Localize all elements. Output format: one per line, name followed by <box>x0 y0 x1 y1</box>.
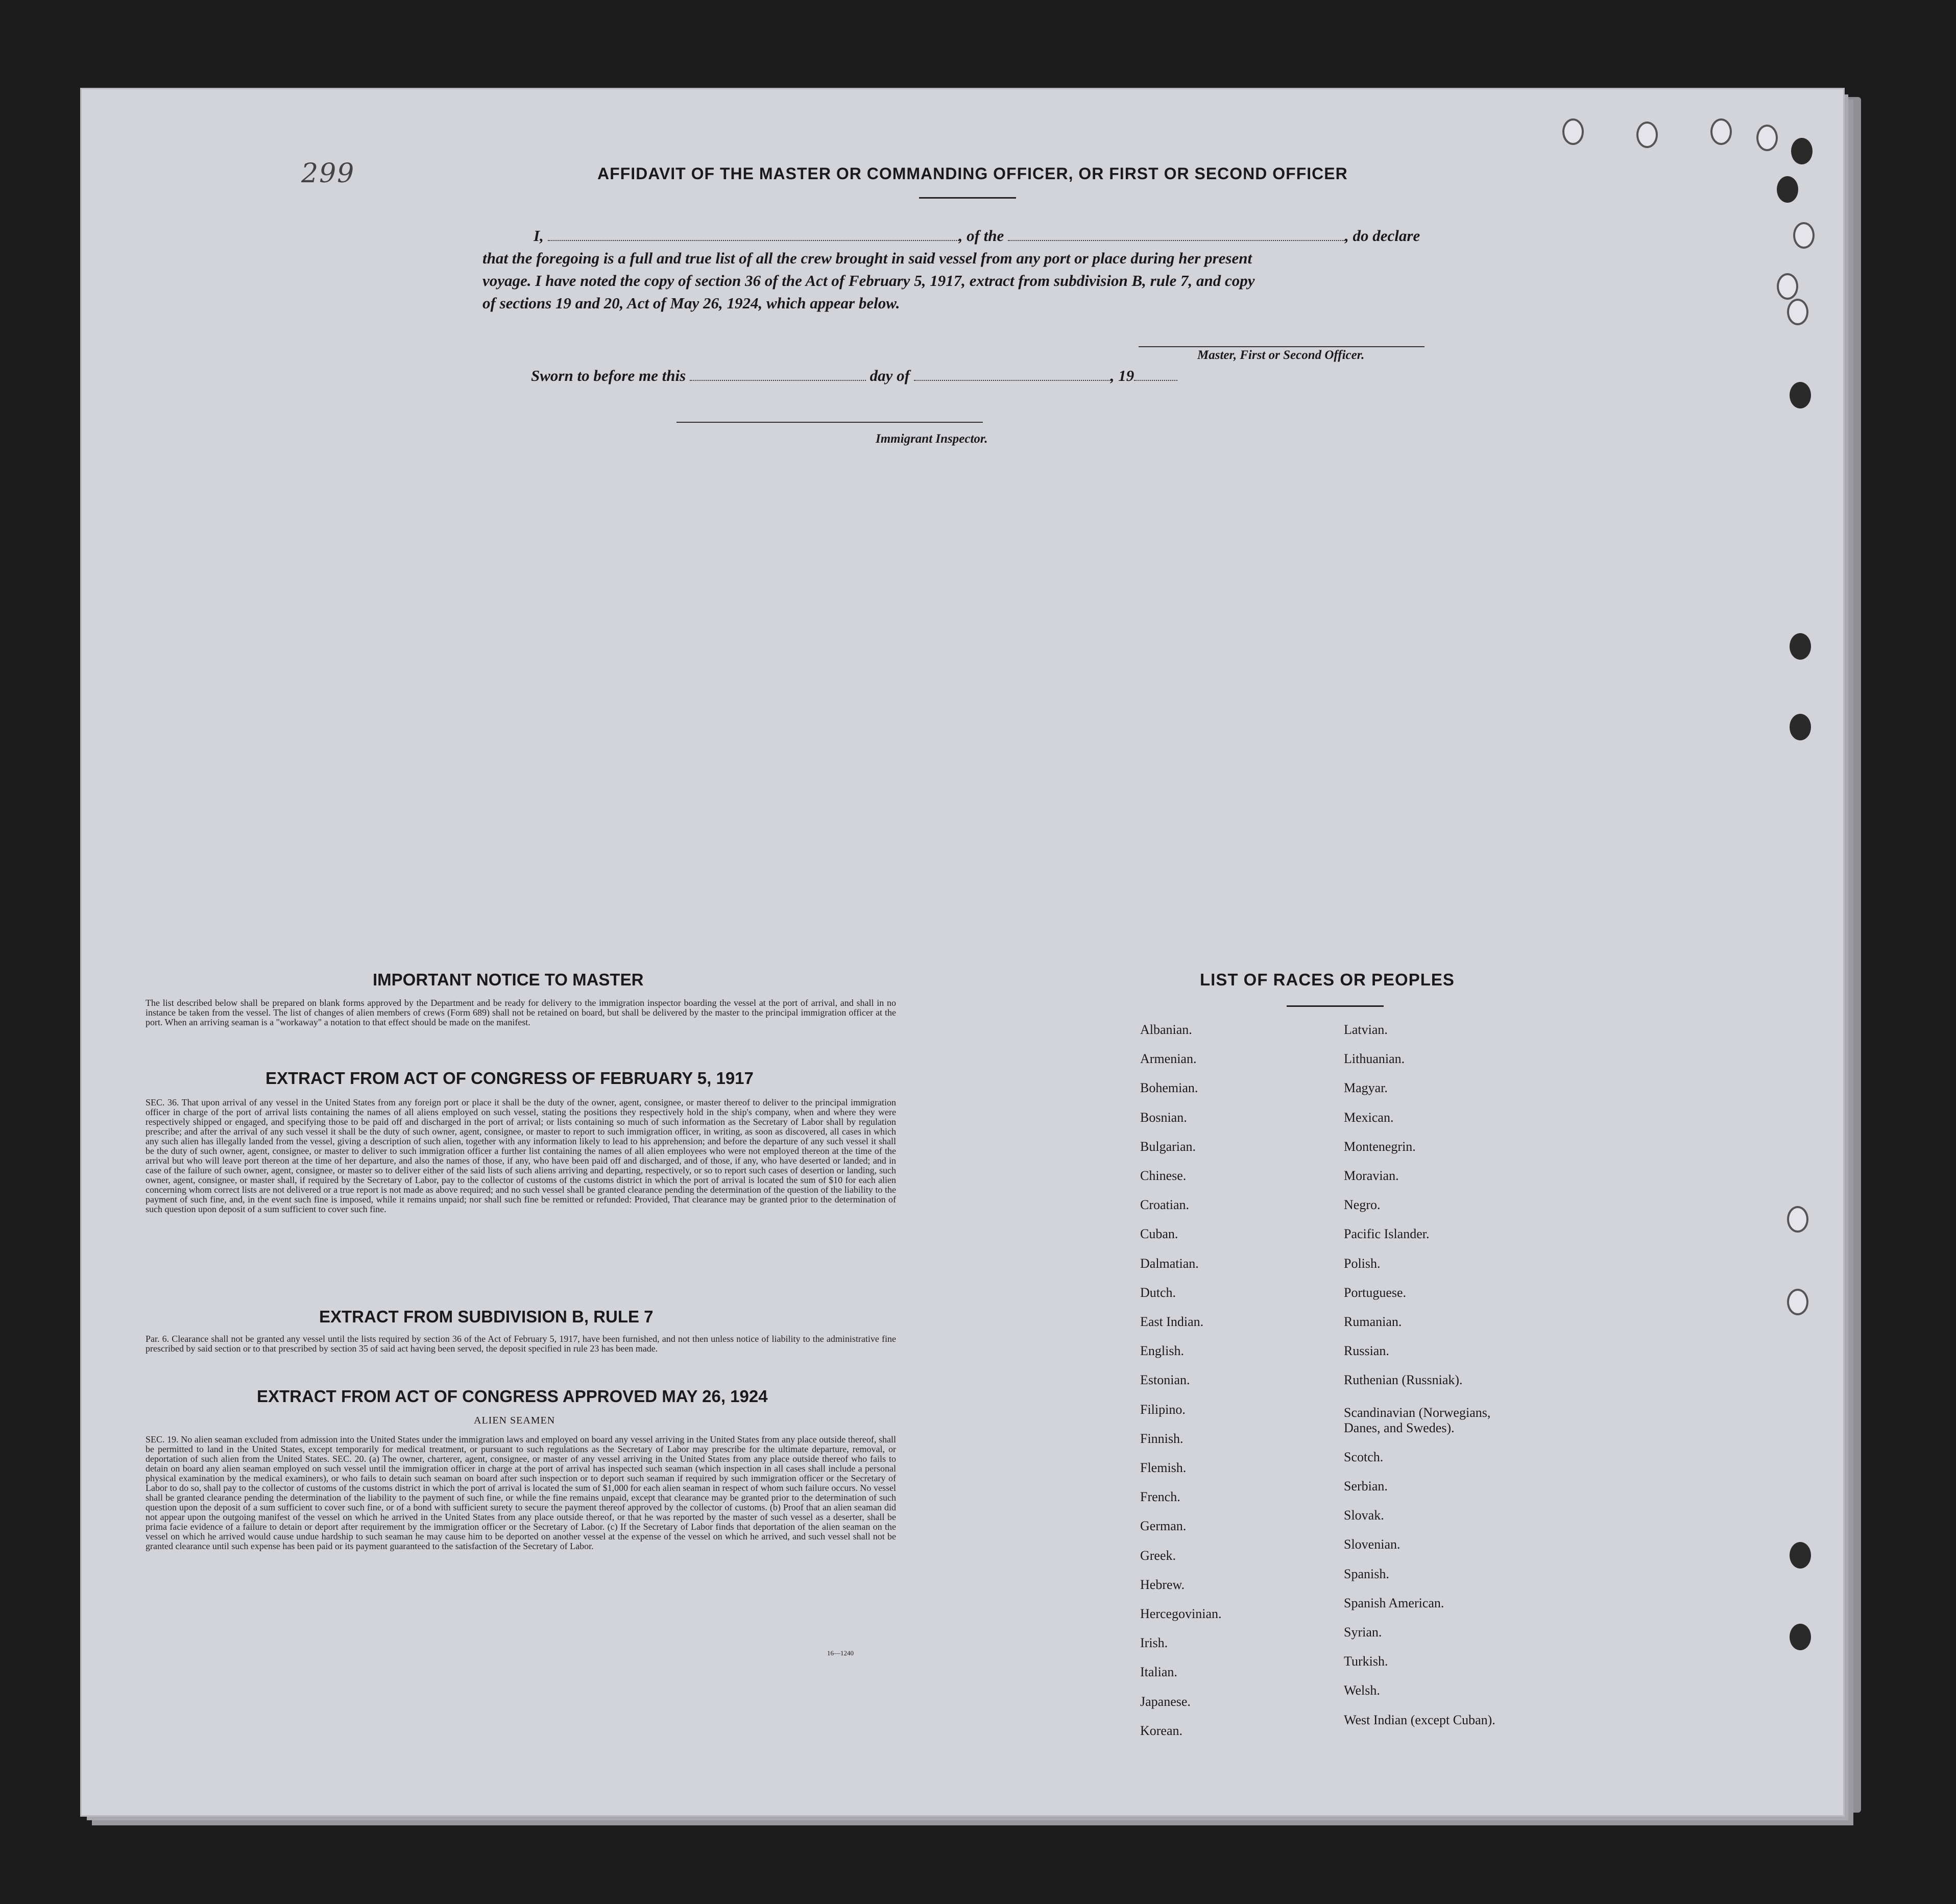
binder-hole <box>1790 1542 1811 1569</box>
race-item-left: Estonian. <box>1140 1372 1190 1388</box>
race-item-left: Bosnian. <box>1140 1110 1187 1125</box>
race-item-left: Albanian. <box>1140 1022 1192 1037</box>
binder-hole <box>1777 273 1798 300</box>
race-item-left: Bulgarian. <box>1140 1139 1196 1154</box>
race-item-left: Flemish. <box>1140 1460 1187 1475</box>
extract-1917-text: SEC. 36. That upon arrival of any vessel in the United States from any foreign port or place it shall be the duty of the owner, agent, consignee, or master thereof to deliver to the principal immigration officer in charge of the port of arrival lists containing the names of all aliens employed on such vessel, stating the positions they respectively hold in the ship's company, when and where they were respectively shipped or engaged, and specifying those to be paid off and discharged in the port of arrival; or lists containing so much of such information as the Secretary of Labor shall by regulation prescribe; and after the arrival of any such vessel it shall be the duty of such owner, agent, consignee, or master to report to such immigration officer, in writing, as soon as discovered, all cases in which any such alien has illegally landed from the vessel, giving a description of such alien, together with any information likely to lead to his apprehension; and before the departure of any such vessel it shall be the duty of such owner, agent, consignee, or master to deliver to such immigration officer a further list containing the names of all alien employees who were not employed thereon at the time of the arrival but who will leave port thereon at the time of her departure, and also the names of those, if any, who have been paid off and discharged, and of those, if any, who have deserted or landed; and in case of the failure of such owner, agent, consignee, or master so to deliver either of the said lists of such aliens arriving and departing, respectively, or so to report such cases of desertion or landing, such owner, agent, consignee, or master shall, if required by the Secretary of Labor, pay to the collector of customs of the customs district in which the port of arrival is located the sum of $10 for each alien concerning whom correct lists are not delivered or a true report is not made as above required; and no such vessel shall be granted clearance pending the determination of the question of the liability to the payment of such fine, and, in the event such fine is imposed, while it remains unpaid; nor shall such fine be remitted or refunded: Provided, That clearance may be granted prior to the determination of such question upon deposit of a sum sufficient to cover such fine. <box>146 1097 896 1214</box>
race-item-right: Pacific Islander. <box>1344 1226 1430 1242</box>
sworn-day-blank[interactable] <box>690 368 866 381</box>
race-item-left: Finnish. <box>1140 1431 1184 1446</box>
race-item-left: Korean. <box>1140 1723 1183 1738</box>
binder-hole <box>1787 1206 1808 1233</box>
race-item-right: Danes, and Swedes). <box>1344 1420 1455 1435</box>
binder-hole <box>1791 138 1813 164</box>
binder-hole <box>1793 222 1815 249</box>
race-item-left: Dalmatian. <box>1140 1256 1199 1271</box>
vessel-blank[interactable] <box>1008 228 1345 241</box>
race-item-left: Armenian. <box>1140 1051 1197 1067</box>
binder-hole <box>1710 118 1732 145</box>
master-signature-label: Master, First or Second Officer. <box>1197 348 1365 362</box>
document-page <box>82 89 1843 1815</box>
title-underline <box>919 197 1016 199</box>
races-title: LIST OF RACES OR PEOPLES <box>1200 970 1455 989</box>
name-blank[interactable] <box>548 228 959 241</box>
race-item-left: German. <box>1140 1519 1187 1534</box>
race-item-right: Slovak. <box>1344 1508 1384 1523</box>
race-item-right: Moravian. <box>1344 1168 1399 1183</box>
binder-hole <box>1787 299 1808 325</box>
binder-hole <box>1787 1289 1808 1315</box>
race-item-left: Croatian. <box>1140 1197 1190 1213</box>
race-item-right: Montenegrin. <box>1344 1139 1416 1154</box>
race-item-right: Russian. <box>1344 1343 1389 1359</box>
inspector-signature-label: Immigrant Inspector. <box>876 432 988 446</box>
binder-hole <box>1636 122 1658 148</box>
race-item-right: Lithuanian. <box>1344 1051 1405 1067</box>
extract-1917-title: EXTRACT FROM ACT OF CONGRESS OF FEBRUARY 5, 1917 <box>265 1069 754 1088</box>
handwritten-page-number: 299 <box>301 158 355 189</box>
races-title-underline <box>1287 1005 1384 1007</box>
affidavit-title: AFFIDAVIT OF THE MASTER OR COMMANDING OFFICER, OR FIRST OR SECOND OFFICER <box>597 164 1348 183</box>
race-item-right: Ruthenian (Russniak). <box>1344 1372 1463 1388</box>
inspector-signature-line[interactable] <box>677 422 983 423</box>
race-item-right: Slovenian. <box>1344 1537 1400 1552</box>
race-item-left: Greek. <box>1140 1548 1176 1563</box>
race-item-right: Polish. <box>1344 1256 1381 1271</box>
master-signature-line[interactable] <box>1139 346 1424 347</box>
race-item-left: East Indian. <box>1140 1314 1204 1329</box>
race-item-left: Irish. <box>1140 1635 1168 1651</box>
race-item-right: Welsh. <box>1344 1683 1380 1698</box>
binder-hole <box>1756 125 1778 151</box>
binder-hole <box>1790 714 1811 740</box>
race-item-right: Scandinavian (Norwegians, <box>1344 1405 1491 1420</box>
affidavit-line-2: that the foregoing is a full and true list of all the crew brought in said vessel from any port or place during her present <box>482 249 1252 267</box>
race-item-left: Hercegovinian. <box>1140 1606 1222 1621</box>
race-item-left: Dutch. <box>1140 1285 1176 1300</box>
binder-hole <box>1790 1624 1811 1650</box>
race-item-right: Scotch. <box>1344 1449 1384 1464</box>
race-item-left: Chinese. <box>1140 1168 1187 1183</box>
race-item-right: West Indian (except Cuban). <box>1344 1712 1495 1727</box>
race-item-right: Magyar. <box>1344 1080 1388 1096</box>
extract-rule7-title: EXTRACT FROM SUBDIVISION B, RULE 7 <box>319 1307 654 1326</box>
affidavit-line-4: of sections 19 and 20, Act of May 26, 1924, which appear below. <box>482 294 900 312</box>
extract-1924-subtitle: ALIEN SEAMEN <box>474 1415 556 1426</box>
binder-hole <box>1777 176 1798 203</box>
affidavit-line-1: I, , of the , do declare <box>534 227 1420 245</box>
sworn-month-blank[interactable] <box>914 368 1110 381</box>
race-item-right: Mexican. <box>1344 1110 1394 1125</box>
notice-text: The list described below shall be prepared on blank forms approved by the Department and be ready for delivery to the immigration inspector boarding the vessel at the port of arrival, and shall in no instance be taken from the vessel. The list of changes of alien members of crews (Form 689) shall not be retained on board, but shall be delivered by the master to the principal immigration officer at the port. When an arriving seaman is a "workaway" a notation to that effect should be made on the manifest. <box>146 998 896 1027</box>
race-item-left: Hebrew. <box>1140 1577 1185 1592</box>
sworn-statement: Sworn to before me this day of , 19 <box>531 367 1177 385</box>
race-item-right: Spanish American. <box>1344 1595 1444 1610</box>
binder-hole <box>1562 118 1584 145</box>
race-item-right: Rumanian. <box>1344 1314 1402 1329</box>
extract-rule7-text: Par. 6. Clearance shall not be granted any vessel until the lists required by section 36 of the Act of February 5, 1917, have been furnished, and not then unless notice of liability to the administrative fine prescribed by said section or to that prescribed by section 35 of said act having been served, the deposit specified in rule 23 has been made. <box>146 1334 896 1354</box>
race-item-left: Italian. <box>1140 1665 1177 1680</box>
notice-title: IMPORTANT NOTICE TO MASTER <box>373 970 644 989</box>
race-item-left: French. <box>1140 1489 1180 1505</box>
race-item-right: Spanish. <box>1344 1566 1389 1581</box>
race-item-right: Syrian. <box>1344 1625 1382 1640</box>
extract-1924-text: SEC. 19. No alien seaman excluded from admission into the United States under the immigration laws and employed on board any vessel arriving in the United States from any place outside thereof, shall be permitted to land in the United States, except temporarily for medical treatment, or pursuant to such regulations as the Secretary of Labor may prescribe for the ultimate departure, removal, or deportation of such alien from the United States. SEC. 20. (a) The owner, charterer, agent, consignee, or master of any vessel arriving in the United States from any place outside thereof who fails to detain on board any alien seaman employed on such vessel until the immigration officer in charge at the port of arrival has inspected such seaman (which inspection in all cases shall include a personal physical examination by the medical examiners), or who fails to detain such seaman on board after such inspection or to deport such seaman if required by such immigration officer or the Secretary of Labor to do so, shall pay to the collector of customs of the customs district in which the port of arrival is located the sum of $1,000 for each alien seaman in respect of whom such failure occurs. No vessel shall be granted clearance pending the determination of the liability to the payment of such fine, or while the fine remains unpaid, except that clearance may be granted prior to the determination of such question upon the deposit of a sum sufficient to cover such fine, or of a bond with sufficient surety to secure the payment thereof approved by the collector of customs. (b) Proof that an alien seaman did not appear upon the outgoing manifest of the vessel on which he arrived in the United States from any place outside thereof, or that he was reported by the master of such vessel as a deserter, shall be prima facie evidence of a failure to detain or deport after requirement by the immigration officer or the Secretary of Labor. (c) If the Secretary of Labor finds that deportation of the alien seaman on the vessel on which he arrived would cause undue hardship to such seaman he may cause him to be deported on another vessel at the expense of the vessel on which he arrived, and such vessel shall not be granted clearance until such expense has been paid or its payment guaranteed to the satisfaction of the Secretary of Labor. <box>146 1434 896 1551</box>
race-item-left: English. <box>1140 1343 1184 1359</box>
affidavit-text <box>482 225 1458 315</box>
extract-1924-title: EXTRACT FROM ACT OF CONGRESS APPROVED MAY 26, 1924 <box>257 1387 768 1406</box>
race-item-right: Latvian. <box>1344 1022 1388 1037</box>
affidavit-line-3: voyage. I have noted the copy of section 36 of the Act of February 5, 1917, extract from subdivision B, rule 7, and copy <box>482 272 1255 290</box>
race-item-right: Portuguese. <box>1344 1285 1407 1300</box>
binder-hole <box>1790 633 1811 660</box>
race-item-right: Turkish. <box>1344 1654 1388 1669</box>
binder-hole <box>1790 382 1811 408</box>
race-item-right: Serbian. <box>1344 1479 1388 1493</box>
form-number: 16—1240 <box>827 1649 854 1657</box>
race-item-left: Filipino. <box>1140 1402 1186 1417</box>
race-item-right: Negro. <box>1344 1197 1381 1213</box>
sworn-year-blank[interactable] <box>1134 368 1177 381</box>
race-item-left: Japanese. <box>1140 1694 1191 1709</box>
race-item-left: Cuban. <box>1140 1226 1178 1242</box>
race-item-left: Bohemian. <box>1140 1080 1198 1096</box>
